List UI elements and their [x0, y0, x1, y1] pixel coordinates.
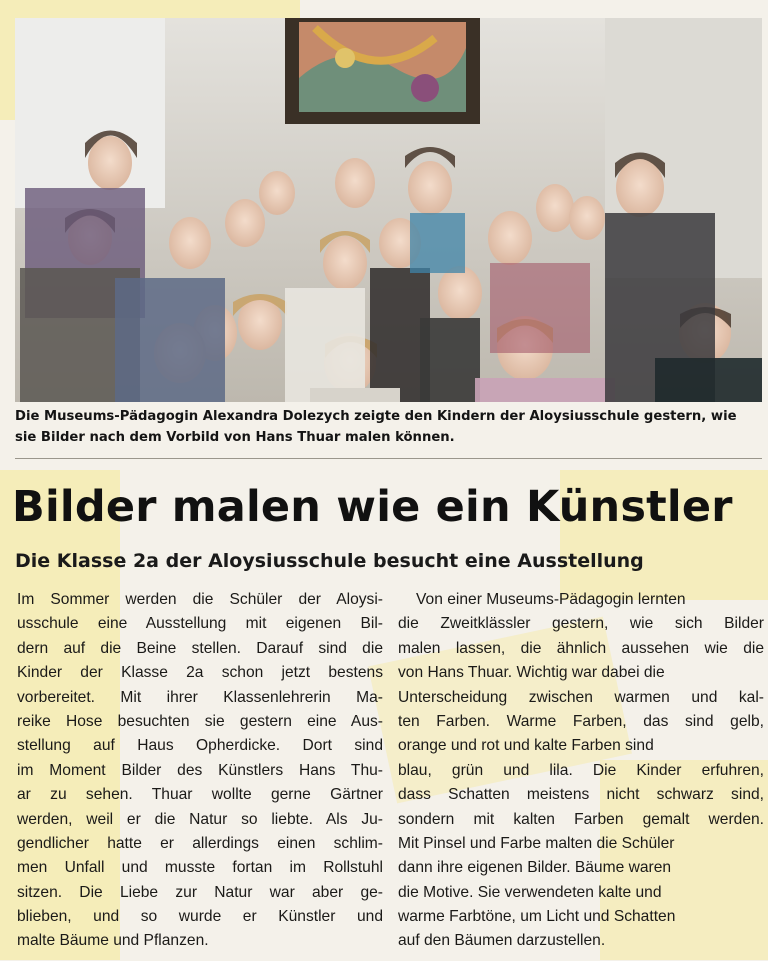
body-line: men Unfall und musste fortan im Rollstuhl [17, 859, 383, 877]
caption-divider [15, 458, 762, 459]
body-line: die Motive. Sie verwendeten kalte und [398, 883, 662, 901]
body-line: Mit Pinsel und Farbe malten die Schüler [398, 834, 675, 852]
class-photo [15, 18, 762, 402]
photo-caption: Die Museums-Pädagogin Alexandra Dolezych zeigte den Kindern der Aloysiusschule gestern, wie sie Bilder nach dem Vorbild von Hans Thuar malen können. [15, 409, 737, 445]
body-line: vorbereitet. Mit ihrer Klassenlehrerin Ma- [17, 688, 383, 706]
body-line: dern auf die Beine stellen. Darauf sind die [17, 639, 383, 657]
body-line: sondern mit kalten Farben gemalt werden. [398, 810, 764, 828]
body-line: usschule eine Ausstellung mit eigenen Bil- [17, 615, 383, 633]
body-line: Im Sommer werden die Schüler der Aloysi- [17, 591, 383, 608]
body-line: malte Bäume und Pflanzen. [17, 932, 209, 950]
body-line: gendlicher hatte er allerdings einen schlim- [17, 834, 383, 852]
body-line: auf den Bäumen darzustellen. [398, 932, 606, 950]
body-line: ten Farben. Warme Farben, das sind gelb, [398, 712, 764, 730]
class-photo-illustration [15, 18, 762, 402]
body-line: blieben, und so wurde er Künstler und [17, 908, 383, 926]
framed-painting-icon [285, 18, 480, 124]
body-line: dass Schatten meistens nicht schwarz sind, [398, 786, 764, 804]
body-line: werden, weil er die Natur so liebte. Als Ju- [17, 810, 383, 828]
headline: Bilder malen wie ein Künstler [12, 482, 733, 532]
body-line: Kinder der Klasse 2a schon jetzt bestens [17, 664, 383, 682]
body-line: die Zweitklässler gestern, wie sich Bilder [398, 615, 764, 633]
body-line: Von einer Museums-Pädagogin lernten [416, 591, 686, 608]
body-line: Unterscheidung zwischen warmen und kal- [398, 688, 764, 706]
body-line: von Hans Thuar. Wichtig war dabei die [398, 664, 665, 682]
body-line: ar zu sehen. Thuar wollte gerne Gärtner [17, 786, 383, 804]
body-line: im Moment Bilder des Künstlers Hans Thu- [17, 761, 383, 779]
body-line: reike Hose besuchten sie gestern eine Aus- [17, 712, 383, 730]
article-body-right-column [398, 588, 764, 954]
article-body-left-column [17, 588, 383, 954]
subheadline: Die Klasse 2a der Aloysiusschule besucht eine Ausstellung [15, 550, 644, 572]
body-line: blau, grün und lila. Die Kinder erfuhren, [398, 761, 764, 779]
body-line: stellung auf Haus Opherdicke. Dort sind [17, 737, 383, 755]
body-line: warme Farbtöne, um Licht und Schatten [398, 908, 676, 926]
body-line: malen lassen, die ähnlich aussehen wie die [398, 639, 764, 657]
body-line: sitzen. Die Liebe zur Natur war aber ge- [17, 883, 383, 901]
body-line: orange und rot und kalte Farben sind [398, 737, 654, 755]
body-line: dann ihre eigenen Bilder. Bäume waren [398, 859, 672, 877]
